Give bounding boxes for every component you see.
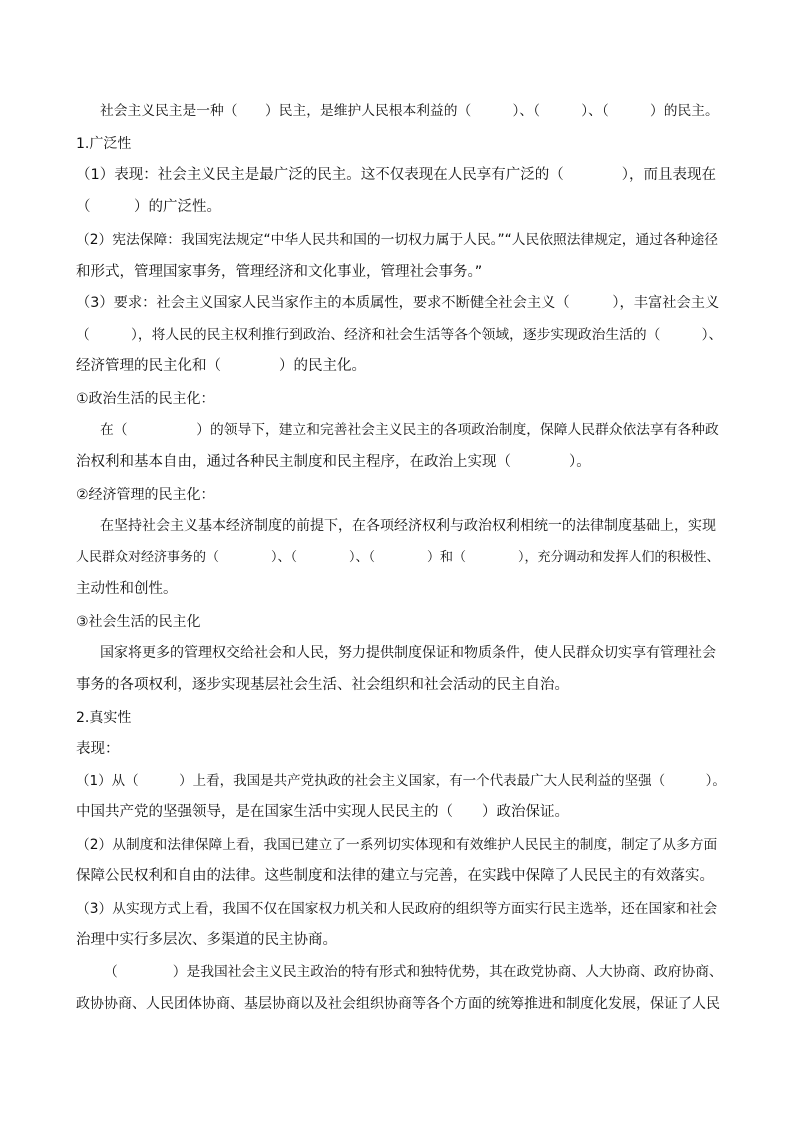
- economic-line-3: 主动性和创性。: [76, 581, 178, 597]
- breadth-item-3-line-1: （3）要求：社会主义国家人民当家作主的本质属性，要求不断健全社会主义（ ），丰富社会主义: [76, 295, 720, 311]
- economic-line-1: 在坚持社会主义基本经济制度的前提下，在各项经济权利与政治权利相统一的法律制度基础上，实现: [100, 518, 716, 534]
- section-heading-breadth: 1.广泛性: [76, 136, 132, 152]
- breadth-item-1-line-1: （1）表现：社会主义民主是最广泛的民主。这不仅表现在人民享有广泛的（ ），而且表现在: [76, 167, 716, 183]
- breadth-item-3-line-3: 经济管理的民主化和（ ）的民主化。: [76, 358, 366, 374]
- social-line-1: 国家将更多的管理权交给社会和人民，努力提供制度保证和物质条件，使人民群众切实享有管理社会: [100, 645, 716, 661]
- intro-paragraph: 社会主义民主是一种（ ）民主，是维护人民根本利益的（ ）、（ ）、（ ）的民主。: [100, 103, 719, 119]
- consultation-line-2: 政协协商、人民团体协商、基层协商以及社会组织协商等各个方面的统筹推进和制度化发展，保证了人民: [76, 996, 720, 1012]
- economic-line-2: 人民群众对经济事务的（ ）、（ ）、（ ）和（ ），充分调动和发挥人们的积极性、: [76, 550, 720, 565]
- authenticity-item-3-line-1: （3）从实现方式上看，我国不仅在国家权力机关和人民政府的组织等方面实行民主选举，还在国家和社会: [76, 901, 718, 917]
- subheading-social: ③社会生活的民主化: [76, 614, 201, 630]
- political-line-2: 治权利和基本自由，通过各种民主制度和民主程序，在政治上实现（ ）。: [76, 454, 591, 470]
- political-line-1: 在（ ）的领导下，建立和完善社会主义民主的各项政治制度，保障人民群众依法享有各种政: [100, 422, 719, 438]
- authenticity-item-1-line-2: 中国共产党的坚强领导，是在国家生活中实现人民民主的（ ）政治保证。: [76, 804, 569, 820]
- authenticity-item-2-line-2: 保障公民权利和自由的法律。这些制度和法律的建立与完善，在实践中保障了人民民主的有效落实。: [76, 868, 714, 884]
- social-line-2: 事务的各项权利，逐步实现基层社会生活、社会组织和社会活动的民主自治。: [76, 677, 569, 693]
- authenticity-item-3-line-2: 治理中实行多层次、多渠道的民主协商。: [76, 932, 337, 948]
- breadth-item-3-line-2: （ ），将人民的民主权利推行到政治、经济和社会生活等各个领域，逐步实现政治生活的（ ）、: [76, 327, 723, 343]
- breadth-item-1-line-2: （ ）的广泛性。: [76, 199, 221, 215]
- subheading-economic: ②经济管理的民主化：: [76, 487, 215, 503]
- consultation-line-1: （ ）是我国社会主义民主政治的特有形式和独特优势，其在政党协商、人大协商、政府协商、: [104, 964, 723, 980]
- breadth-item-2-line-2: 和形式，管理国家事务，管理经济和文化事业，管理社会事务。”: [76, 264, 483, 280]
- section-heading-authenticity: 2.真实性: [76, 710, 132, 726]
- authenticity-item-2-line-1: （2）从制度和法律保障上看，我国已建立了一系列切实体现和有效维护人民民主的制度，制定了从多方面: [76, 837, 718, 853]
- subheading-political: ①政治生活的民主化：: [76, 391, 215, 407]
- authenticity-item-1-line-1: （1）从（ ）上看，我国是共产党执政的社会主义国家，有一个代表最广大人民利益的坚强（ ）。: [76, 773, 726, 789]
- authenticity-label: 表现：: [76, 741, 120, 757]
- breadth-item-2-line-1: （2）宪法保障：我国宪法规定“中华人民共和国的一切权力属于人民。”“人民依照法律规定，通过各种途径: [76, 232, 718, 248]
